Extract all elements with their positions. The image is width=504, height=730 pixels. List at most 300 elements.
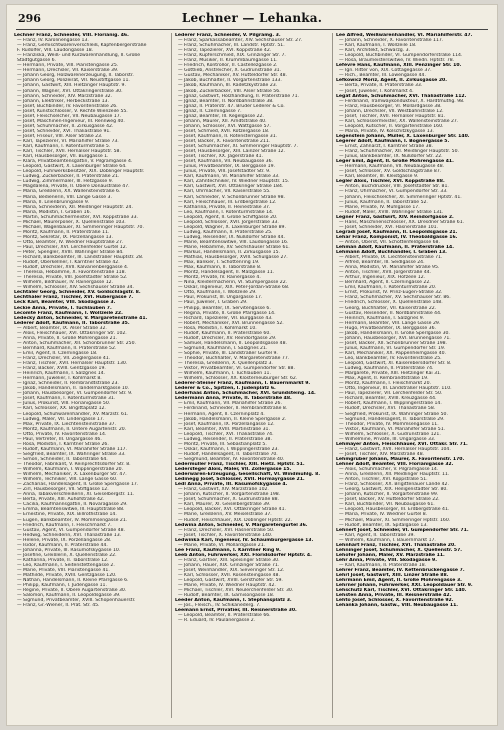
directory-entry: — Ignaz, Schneider, II. Rembrandtstraße 23. xyxy=(17,381,119,387)
directory-entry: — Regine, Private, II. Obere Augartenstraße 30. xyxy=(17,588,127,594)
directory-columns xyxy=(14,33,490,718)
directory-entry: Lehmann Adolf, Buchhändler, I. Graben 13. xyxy=(336,250,447,256)
directory-entry: — Michael, Tischler, XVI. Neulerchenfelder Str. 30. xyxy=(178,588,294,594)
directory-entry: — Karl, Beamter, XVIII. Martinstraße 31. xyxy=(178,426,270,432)
directory-entry: — Josef, Kaufmann, IX. Porzellangasse 12. xyxy=(178,421,275,427)
directory-entry: Ledermüller Franz, Tischler, XIII. Hietz. Hptstr. 51. xyxy=(175,461,305,467)
directory-entry: — Johann, Wagner, XVI. Ottakringerstraße 30. xyxy=(17,88,123,94)
directory-entry: — Siegmund, Beamter, IV. Favoritenstraße 40. xyxy=(178,456,285,462)
directory-entry: Legerer Adolf, Kaufmann, I. Bognergasse 5. xyxy=(336,138,450,144)
directory-entry: — Moritz, Handelsagent, II. Malzgasse 11. xyxy=(178,270,275,276)
directory-entry: Lehsten Anna, Private, III. Reisnerstraße 42. xyxy=(336,593,452,599)
directory-entry: Lehman Adolf, Kaufmann, II. Praterstraße 14. xyxy=(336,244,454,250)
directory-entry: — Ludwig, Maler, VII. Lindengasse 17. xyxy=(17,416,105,422)
directory-entry: — Johanna, Private, III. Rasumofskygasse 10. xyxy=(17,547,121,553)
directory-entry: — Emil, Agent, II. Czerningasse 18. xyxy=(17,350,98,356)
directory-entry: — Hermann, Agent, II. Czerninplatz 4. xyxy=(178,411,265,417)
directory-entry: — Johann, Schneider, X. Favoritenstraße 117. xyxy=(339,38,444,44)
directory-entry: — Richard, Beamter, XVIII. Kreuzgasse 44. xyxy=(339,396,437,402)
directory-entry: — Julius, Bankbeamter, IX. Nußdorfer Str. 22. xyxy=(339,154,443,160)
directory-entry: Legenstein Johann, Müller, X. Laxenburger Str. 140. xyxy=(336,133,470,139)
directory-entry: Lechthaler Franz, Tischler, XVI. Hubergasse 7. xyxy=(14,295,134,301)
directory-entry: — Bernhard, Agent, II. Czerningasse 22. xyxy=(339,280,431,286)
directory-entry: — Leopold, Beamter, II. Praterstraße 66. xyxy=(178,613,271,619)
directory-entry: — Leopold, Buchbinder, VI. Gumpendorferstraße 114. xyxy=(339,53,463,59)
directory-entry: — Rudolf, Fleischhauer, XIX. Döblinger Hptstr. 22. xyxy=(178,517,293,523)
directory-entry: — Viktor, Privatbeamter, VI. Gumpendorfer Str. 88. xyxy=(178,366,295,372)
directory-entry: — Josef, Schuhmacher, II. Zirkusgasse 42. xyxy=(17,123,114,129)
directory-entry: — Johann, Gastwirt, XIII. Hietzinger Hauptstr. 9. xyxy=(17,83,126,89)
directory-entry: — Oskar, Ingenieur, XIX. Peter-Jordan-Straße 68. xyxy=(178,285,290,291)
directory-entry: — Johann, Hauer, XIX. Grinzinger Straße 71. xyxy=(178,562,280,568)
directory-entry: Legler Alois, Tischler, XVI. Koppstraße 88. xyxy=(336,179,445,185)
directory-entry: — Karl, Buchbinder, VII. Neubaugasse 61. xyxy=(339,502,435,508)
directory-entry: — Ludwig, Zuckerbäcker, II. Praterstraße 21. xyxy=(17,174,120,180)
directory-entry: — Regina, Private, II. Große Pfarrgasse 14. xyxy=(178,310,276,316)
directory-entry: Stadtgutgasse 6. xyxy=(17,58,57,64)
directory-entry: — Johann, Kutscher, II. Vorgartenstraße 198. xyxy=(178,492,281,498)
directory-entry: — Josef, Tischler, X. Favoritenstraße 140. xyxy=(178,532,273,538)
directory-entry: — Hugo, Privatbeamter, IX. Berggasse 36. xyxy=(339,325,436,331)
directory-entry: — Anton, Schuhmacher, XII. Schönbrunner Str. 250. xyxy=(17,340,136,346)
directory-entry: — Johann, Drechsler, VII. Westbahnstraße 12. xyxy=(339,108,444,114)
directory-entry: — Leopold, Schlosser, XVII. Jörgerstraße 33. xyxy=(178,219,279,225)
directory-entry: — Leopold, Kutscher, II. Vorgartenstraße 160. xyxy=(339,123,444,129)
directory-entry: — Gottlieb, Anstreicher, X. Gudrunstraße 31. xyxy=(178,68,282,74)
directory-entry: Legner Franz, Gastwirt, XIV. Reindorfgasse 2. xyxy=(336,214,454,220)
directory-page xyxy=(6,4,498,726)
directory-entry: — Josef, Bäcker, X. Favoritenstraße 211. xyxy=(178,138,271,144)
directory-entry: — Ferdinand, Schneider, II. Rembrandtstraße 8. xyxy=(178,406,288,412)
directory-entry: — Franz, Gärtner, XIII. Speisinger Straße 30. xyxy=(178,557,280,563)
directory-entry: — Karl, Hausbesorger, VII. Burggasse 1. xyxy=(17,154,109,160)
directory-entry: — Johann Georg, Polizeirat, VII. Neustiftgasse 11. xyxy=(17,78,130,84)
directory-entry: Ledwinka Karl, Ingenieur, IV. Schaumburgergasse 13. xyxy=(175,537,314,543)
directory-entry: — Philipp, Kaufmann, I. Judengasse 11. xyxy=(17,583,107,589)
directory-entry: Lee Franz, Kaufmann, I. Kärntner Ring 9. xyxy=(175,547,281,553)
directory-entry: — Theresia, Hebamme, X. Favoritenstraße 118. xyxy=(17,270,126,276)
directory-entry: — Johann, Fleischselcher, XI. Simmeringer Hptstr. 41. xyxy=(339,194,462,200)
running-head-title: Lechner — Lehanka. xyxy=(181,11,323,25)
directory-entry: Lederer & Co., Spitzen, I. Judenplatz 6. xyxy=(175,386,276,392)
directory-entry: — Georg, Gastwirt, XIX. Heiligenstädter Str. 80. xyxy=(339,487,448,493)
directory-entry: — Karl, Tischler, XVII. Hernalser Hauptstr. 58. xyxy=(17,149,121,155)
directory-entry: — Wilhelm, Bildhauer, IV. Rainergasse 12. xyxy=(17,280,114,286)
directory-entry: — Samuel, Handelsmann, II. Leopoldsgasse 48. xyxy=(178,340,287,346)
directory-entry: — Josef, Maschinen-Ingenieur, III. Rennweg 40. xyxy=(17,118,125,124)
directory-entry: Lehmgruber Johann, Maurer, X. Favoritenstr. 170. xyxy=(336,456,465,462)
directory-entry: — Martin, Schuhmachermeister, XVI. Koppstraße 33. xyxy=(17,214,138,220)
directory-entry: — Josef, Hausbesorger, XIII. Lainzer Straße 12. xyxy=(178,149,286,155)
directory-entry: — Salomon, Kaufmann, II. Leopoldsgasse 39. xyxy=(17,593,121,599)
directory-entry: — Rudolf, Kaufmann, II. Praterstraße 60. xyxy=(178,330,271,336)
directory-entry: — Anton, Oberst, VII. Schottenfeldgasse 68. xyxy=(339,239,440,245)
directory-entry: — Sigmund, Kaufmann, I. Salzgries 21. xyxy=(178,345,268,351)
directory-entry: Lehanka Johann, Gastw., VIII. Neubaugasse 11. xyxy=(336,603,459,609)
directory-entry: — Cäcilia, Kaufmannsgattin, II. Novaragasse 29. xyxy=(17,502,128,508)
directory-entry: Lecomte Franz, Kaufmann, I. Wollzeile 22. xyxy=(14,310,123,316)
directory-entry: — Johann, Schneider, XIV. Märzstraße 32. xyxy=(17,93,113,99)
directory-entry: — Johann Georg, Holzwarenerzeugung, II. Taborstr. xyxy=(17,73,134,79)
directory-entry: — Ign. Ritter von, XIX. Cottagegasse 37. xyxy=(339,68,432,74)
directory-entry: — Anna, Tabakverschleißerin, XI. Geiselbergstr. 11. xyxy=(17,492,135,498)
directory-entry: — Max, Kaufmann, II. Taborstraße 8. xyxy=(178,265,262,271)
directory-entry: — Paul, Vertreter, III. Ungargasse 46. xyxy=(17,436,102,442)
directory-entry: — Markus, Handelsmann, II. Zirkusgasse 15. xyxy=(178,250,280,256)
directory-entry: — Hermann, Drechsler, VII. Kaiserstraße 39. xyxy=(17,68,119,74)
directory-entry: — Maria, Bedienerin, VIII. Lange Gasse 3. xyxy=(17,194,112,200)
directory-entry: Lederwaren-Erzeugung, Gesellschaft, VI. Windmühlg. 8. xyxy=(175,472,321,478)
directory-entry: — Siegfried, Beamter, IX. Währinger Straße 33. xyxy=(17,451,126,457)
directory-entry: — Franz, Bäcker, XVIII. Gentzgasse 19. xyxy=(17,366,106,372)
directory-entry: — Karl, Kaufmann, I. Wollzeile 18. xyxy=(339,43,417,49)
directory-entry: — Jgnaz, Beamter, III. Kegelgasse 22. xyxy=(178,113,264,119)
directory-entry: Leger Emil, Agent, II. Große Mohrengasse 41. xyxy=(336,159,454,165)
directory-entry: — Gustav, Mechaniker, XV. Hütteldorfer Str. 48. xyxy=(178,73,288,79)
directory-entry: — Ludwig, Kaufmann, II. Praterstraße 74. xyxy=(339,366,434,372)
directory-entry: — Jakob, Handelsmann, II. Tandelmarktgasse 10. xyxy=(17,386,130,392)
directory-entry: — Franz, Schuhmacher, XII. Meidlinger Hauptstr. 50. xyxy=(339,149,459,155)
directory-entry: Leeder Anton, Kaufmann, I. Stephansplatz 3. xyxy=(175,598,292,604)
directory-entry: Lederhaas Anton, Schuhmacher, XVI. Grundsteing. 14. xyxy=(175,391,316,397)
directory-entry: — Leo, Kaufmann, I. Rotenturmstraße 14. xyxy=(178,209,274,215)
directory-entry: Ledinegg Josef, Schlosser, XVII. Hormayrgasse 21. xyxy=(175,477,305,483)
directory-entry: Lehrmann Emil, Agent, II. Große Mohrengasse 3. xyxy=(336,578,462,584)
directory-entry: — Rudolf, Handelsagent, II. Taborstraße 70. xyxy=(178,451,278,457)
page-number: 296 xyxy=(18,12,41,25)
directory-entry: — Jakob, Handelsmann, II. Große Sperlgasse 30. xyxy=(339,330,450,336)
directory-entry: — Jgnaz, Beamter, II. Nordbahnstraße 38. xyxy=(178,98,274,104)
directory-entry: — Hedwig, Schneiderin, XVI. Thaliastraße 13. xyxy=(17,532,122,538)
directory-entry: Lehr Anna, Private, VIII. Skodagasse 9. xyxy=(336,557,437,563)
directory-entry: — Theodor, Private, IV. Mommsengasse 11. xyxy=(339,421,439,427)
directory-entry: — Rudolf, Drechsler, XV. Reindorfgasse 29. xyxy=(178,335,277,341)
directory-entry: — Josef, Schmied, XVII. Rötzergasse 18. xyxy=(178,128,270,134)
directory-entry: — Friedrich, Kontrollor, II. Castellezgasse 2. xyxy=(178,63,278,69)
directory-entry: — Karl, Kaufmann, II. Praterstraße 18. xyxy=(339,562,427,568)
directory-entry: — Franz, Gemischtwarenverschleiß, Kapfenbergerstraße xyxy=(17,43,147,49)
directory-entry: — Karl, Beamter, III. Kleistgasse 9. xyxy=(339,174,419,180)
directory-entry: — Franz, Gastwirt, XVII. Hernalser Hauptstr. 104. xyxy=(339,446,451,452)
directory-entry: — Franziska, Weiß- und Kurzwarenhandlung, II. Große xyxy=(17,53,141,59)
directory-entry: — Jgnaz, II. Praterstr. 47. Brüder Lederer & Co. xyxy=(178,103,285,109)
directory-entry: — Johann, Elektriker, Herbeckstraße 13. xyxy=(17,98,109,104)
directory-entry: — Josefine, Greißlerin, X. Quellenstraße 22. xyxy=(17,552,117,558)
directory-entry: — Josef, Kaufmann, VII. Neubaugasse 36. xyxy=(178,159,273,165)
directory-entry: — Katharina, Private, II. Heinestraße 37. xyxy=(178,204,271,210)
directory-entry: — Moritz, Kaufmann, II. Untere Augartenstr. 20. xyxy=(17,426,127,432)
directory-entry: — Franz, IV. Karolinengasse 13. xyxy=(17,38,89,44)
directory-entry: — Hans, Maschinenschlosser, XX. Dresdner Straße 61. xyxy=(339,219,465,225)
directory-entry: — Josef, Kunstschlosser, V. Rechte Wienzeile 55. xyxy=(17,108,128,114)
directory-entry: — Josef, Weinhändler, XIX. Sieveringer Str. 12. xyxy=(178,567,285,573)
directory-entry: — Moritz, Private, IV. Rainergasse 4. xyxy=(178,275,261,281)
directory-entry: — Jakob, Handelsmann, II. Kleine Sperlgasse 2. xyxy=(178,416,287,422)
directory-entry: — Paul, Prokurist, III. Ungargasse 17. xyxy=(178,295,263,301)
directory-entry: — Sophie, Private, III. Landstraßer Gürtel 9. xyxy=(178,350,278,356)
directory-entry: — Leopold, Fuhrwerksbesitzer, XIX. Döblinger Hauptstr. xyxy=(17,169,145,175)
directory-entry: — Moritz, Private, III. Sebastianplatz 5. xyxy=(178,441,267,447)
directory-entry: — Mathilde, Private, XVIII. Gentzgasse 120. xyxy=(17,573,117,579)
directory-entry: — Emma, Beamtenswitwe, III. Hauptstraße 88. xyxy=(17,507,125,513)
directory-entry: — Sigmund, Handelsagent, II. Taborstraße 29. xyxy=(339,416,445,422)
directory-entry: — Theresia, Private, VIII. Josefstädter Straße 52. xyxy=(17,275,128,281)
directory-entry: — Alfred, Beamter, III. Seidlgasse 24. xyxy=(339,260,425,266)
directory-entry: — Ferdinand, Tramwaykondukteur, X. Hardtmuthg. 98. xyxy=(339,98,465,104)
directory-entry: — Bernhard, Kaufmann, II. Praterstraße 52. xyxy=(17,345,117,351)
directory-entry: — Paul, Drechsler, XVI. Lerchenfelder Gürtel 12. xyxy=(17,244,128,250)
directory-entry: — Josef, Kaufmann, I. Rotenturmstraße 31. xyxy=(17,396,116,402)
directory-entry: — Ludwig, Kaufmann, II. Praterstraße 25. xyxy=(178,229,273,235)
directory-entry: — Moritz, Sekretär, IX. Porzellangasse 13. xyxy=(17,234,113,240)
directory-entry: — Ernst, Prokurist, IV. Prinz-Eugen-Straße 32. xyxy=(339,290,443,296)
directory-entry: — Nathan, Handelsmann, II. Kleine Pfarrgasse 6. xyxy=(17,578,129,584)
directory-entry: — Leopold, Hausbesorger, III. Erdbergstraße 41. xyxy=(339,507,450,513)
directory-entry: — Katharina, Private, II. Taborstraße 12. xyxy=(17,557,109,563)
directory-entry: — Ernst, Zahnarzt, I. Kärntner Straße 38. xyxy=(339,144,433,150)
directory-entry: — Hermann, Juwelier, I. Kohlmarkt 8. xyxy=(17,376,102,382)
directory-entry: — Theresia, Greißlerin, X. Quellenplatz 3. xyxy=(178,361,273,367)
directory-entry: — Zacharias, Handelsagent, II. Große Sperlgasse 17. xyxy=(17,482,139,488)
directory-entry: — Anton, Buchdrucker, VIII. Josefstädter Str. 81. xyxy=(339,184,449,190)
directory-entry: — Oskar, Kaufmann, I. Wipplingerstraße 23. xyxy=(178,446,279,452)
directory-entry: — Arthur, Ingenieur, XIX. Hofzeile 12. xyxy=(339,275,426,281)
directory-entry: — Sigmund, Privatbeamter, XVIII. Schopenhauerstr. xyxy=(17,598,136,604)
directory-entry: — Moritz, Kaufmann, II. Praterstraße 11. xyxy=(17,229,110,235)
directory-entry: — Karl, Architekt, Schwarzg. 3. xyxy=(339,48,410,54)
directory-entry: — Maria, II. Lilienbrunngasse 9. xyxy=(17,199,90,205)
directory-entry: — Franz, Tapezierer, XVI. Koppstraße 42. xyxy=(178,48,272,54)
directory-entry: — Karl, Zahntechniker, IV. Wiedner Hauptstr. 15. xyxy=(178,179,290,185)
directory-entry: — Leopold, Gastwirt, XVIII. Gersthofer Str. 59. xyxy=(178,578,283,584)
directory-entry: — Theodor, Fabrikant, V. Reinprechtsdorfer Str. 8. xyxy=(17,461,131,467)
directory-entry: — Josef, Friseur, VIII. Alser Straße 23. xyxy=(17,133,103,139)
directory-entry: — Leo, Kaufmann, I. Seitenstettengasse 2. xyxy=(17,562,115,568)
directory-entry: — Anton, Tischler, XVII. Jörgerstraße 44. xyxy=(339,270,432,276)
directory-entry: — Alois, Schuhmacher, V. Pilgramgasse 14. xyxy=(339,467,439,473)
directory-entry: — Berta, Private, XIII. Auhofstraße 42. xyxy=(17,497,105,503)
directory-entry: — Franz, Gastwirt, XIV. Märzstraße 102. xyxy=(178,487,269,493)
directory-entry: — Julius, Private, VIII. Josefstädter Str. 9. xyxy=(178,169,271,175)
directory-entry: Lechtaler Georg, Schneider, XV. Goldschlagstr. 8. xyxy=(14,290,141,296)
directory-entry: — Wilhelm, Kaufmann, I. Tuchlauben 11. xyxy=(178,371,271,377)
directory-entry: — Franz, Tischler, XVII. Hernalser Hauptstr. 130. xyxy=(17,361,128,367)
directory-entry: Ledwina Anton, Schneider, V. Margaretengürtel 36. xyxy=(175,522,308,528)
directory-entry: — Maria, Modistin, I. Graben 16. xyxy=(17,209,91,215)
header-rule xyxy=(16,29,488,30)
directory-entry: Lee Alfred, Weißwarenhändler, VI. Mariahilferstr. 47. xyxy=(336,33,473,38)
directory-entry: Lehschütz Karl, Tischler, XVI. Ottakringer Str. 140. xyxy=(336,588,467,594)
directory-entry: — Karl, Tapezierer, VI. Mariahilfer Straße 73. xyxy=(17,138,119,144)
directory-entry: — Karl, Schneider, V. Schönbrunner Straße 98. xyxy=(178,194,285,200)
directory-entry: — Richard, Bankbeamter, III. Landstraßer Hauptstr. 28. xyxy=(17,255,144,261)
directory-entry: — Paul, Tapezierer, VII. Lerchenfelder Str. 50. xyxy=(339,391,443,397)
directory-entry: — Theodor, Buchhalter, V. Margaretenstraße 77. xyxy=(178,356,290,361)
directory-entry: Lederer Adolf, Kaufmann, II. Taborstraße 35. xyxy=(14,320,130,326)
directory-entry: — Franz, Drechsler, VII. Zieglergasse 41. xyxy=(17,356,111,361)
directory-entry: — Paul, Juwelier, I. Graben 29. xyxy=(178,300,248,306)
directory-entry: — Isidor, Kaufmann, II. Praterstraße 44. xyxy=(17,542,108,548)
directory-entry: Legradi Josef, Kaufmann, II. Leopoldsgasse 21. xyxy=(336,229,458,235)
directory-entry: — Josef, Kaufmann, II. Rotensterngasse 31. xyxy=(178,133,278,139)
directory-entry: Ledermann Anna, Private, II. Taborstraße 48. xyxy=(175,396,292,402)
directory-entry: — Franz, Drechsler, XVI. Hasnerstraße 50. xyxy=(178,527,275,533)
directory-entry: — Hermann, Private, VIII. Piaristengasse 25. xyxy=(17,63,119,69)
directory-entry: — Otto, Ingenieur, III. Landstraßer Hauptstr. 110. xyxy=(339,386,452,392)
directory-entry: — Otto, Beamter, IV. Wiedner Hauptstraße 27. xyxy=(17,239,124,245)
directory-entry: — R. Eduard, IV. Paulanergasse 2. xyxy=(178,618,256,624)
directory-entry: — Rudolf, Beamter, IX. Garnisongasse 18. xyxy=(178,593,275,599)
directory-entry: — Marie, Private, IV. Wiedner Hauptstr. 42. xyxy=(178,583,276,589)
directory-entry: — Rosa, Braumeisterswitwe, IV. Wiedn. Hptstr. 78. xyxy=(339,58,455,64)
directory-entry: — Eugen, Bankbeamter, IV. Mommsengasse 21. xyxy=(17,517,128,523)
directory-entry: — Zirl, Hausbesorger, VII. Stiftgasse 12. xyxy=(17,487,109,493)
directory-entry: — Karl, Uhrmacher, VII. Kaiserstraße 55. xyxy=(178,189,271,195)
directory-entry: — Josef, Bäcker, XV. Hütteldorfer Straße 22. xyxy=(339,497,440,503)
directory-entry: — Ludwig, Reisender, II. Praterstraße 38. xyxy=(178,436,272,442)
directory-entry: Ledersteger Alois, Maler, VII. Zollergasse 15. xyxy=(175,467,292,473)
directory-entry: Ledl Anna, Private, III. Rasumofskygasse 4. xyxy=(175,482,288,488)
directory-entry: — Leopold, Bäcker, XVI. Ottakringer Straße 41. xyxy=(178,507,286,513)
directory-entry: — Josef, Tischler, XVII. Hernalser Hauptstr. 81. xyxy=(339,113,446,119)
directory-entry: — Johann, Schlosser, XVI. Wattgasse 57. xyxy=(178,123,271,129)
directory-entry: — Josef, Fleischselcher, VII. Neubaugasse 17. xyxy=(17,113,122,119)
directory-entry: — Max, Agent, II. Rembrandtstraße 19. xyxy=(339,376,429,382)
directory-entry: — Heinrich, Kaufmann, I. Salzgries 14. xyxy=(17,371,106,377)
directory-entry: — Rudolf, Oberkellner, I. Kärntner Straße 42. xyxy=(17,260,120,266)
directory-entry: — Max, Private, IX. Liechtensteinstraße 37. xyxy=(17,421,117,427)
directory-entry: — Franz, Kupferschmied, XIX. Grinzinger Str. 7. xyxy=(178,53,286,59)
directory-entry: — Josef, Bäcker, XII. Schönbrunner Straße 198. xyxy=(339,340,447,346)
directory-entry: — Alois, Fleischhauer, XVI. Ottakringer Str. 102. xyxy=(17,330,127,336)
directory-entry: — Albert, Private, IX. Liechtensteinstraße 71. xyxy=(339,255,443,261)
directory-entry: — Rudolf, Maler, XVIII. Währinger Straße 131. xyxy=(339,209,444,215)
directory-entry: Lehar Franz, Komponist, IV. Theobaldgasse 16. xyxy=(336,234,458,240)
directory-entry: — Josef, Tischler, XIV. Märzstraße 48. xyxy=(339,451,425,457)
directory-entry: — Karl, Fleischhauer, III. Erdbergstraße 12. xyxy=(178,199,277,205)
directory-entry: — Emil, Kaufmann, I. Rotenturmstraße 20. xyxy=(339,285,437,291)
directory-entry: — Julius, Kaufmann, VI. Gumpendorfer Str. 19. xyxy=(339,345,446,351)
directory-entry: — Friedrich, Schlosser, X. Quellenstraße 148. xyxy=(339,300,443,306)
directory-entry: Lederer Franz, Schneider, V. Pilgramg. 3. xyxy=(175,33,281,38)
directory-entry: — Philipp, Beamter, IX. Servitengasse 6. xyxy=(178,305,271,311)
directory-entry: — Robert, Mechaniker, XVI. Brunnengasse 52. xyxy=(178,320,284,326)
directory-entry: — Wilhelm, Schlosser, X. Gudrunstraße 121. xyxy=(339,431,441,437)
directory-entry: — Josef, Buchbinder, IV. Favoritenstraße 26. xyxy=(17,103,118,109)
directory-entry: — Johann, Hausbesorger, XVI. Brunnengasse 71. xyxy=(339,335,451,341)
directory-entry: Leck Karl, Beamter, VIII. Skodagasse 3. xyxy=(14,300,116,306)
directory-entry: — Richard, Tapezierer, VII. Burggasse 43. xyxy=(178,315,273,321)
directory-entry: — Magdalena, Private, II. Obere Donaustraße 47. xyxy=(17,184,130,190)
directory-entry: — Franz, Gr.-Wiener, II. Prat. Str. 45. xyxy=(17,603,100,609)
directory-entry: — Franz, Musiker, II. Krummbaumgasse 11. xyxy=(178,58,278,64)
directory-entry: — Karl, Kaufmann, I. Rotenturmstraße 5. xyxy=(17,144,111,150)
directory-entry: — Jgnaz, Gastwirt, Holzhandlung, II. Praterstraße 71. xyxy=(178,93,299,99)
directory-entry: — Marie, Greißlerin, XV. Meiselstraße 37. xyxy=(178,512,272,518)
directory-entry: — Michael, Maurer, XI. Simmeringer Hptstr. 160. xyxy=(339,517,451,523)
directory-entry: — Julius, Kaufmann, II. Taborstraße 52. xyxy=(339,199,428,205)
directory-entry: — Rosa, Modistin, I. Kohlmarkt 10. xyxy=(178,325,257,331)
directory-entry: — Josef, Schuhmacher, XI. Simmeringer Hauptstr. 7. xyxy=(178,144,298,150)
directory-entry: — Max, Bankier, I. Schottenring 19. xyxy=(178,260,260,266)
directory-entry: — Georg, Buchhalter, VII. Kaiserstraße 22. xyxy=(339,305,437,311)
directory-entry: — Emil, Kaufmann, VII. Mariahilfer Straße 26. xyxy=(178,401,282,407)
directory-entry: — Siegfried, Prokurist, IX. Währinger Straße 50. xyxy=(339,411,448,417)
directory-entry: — Maria, Greißlerin, XX. Wallensteinstraße 6. xyxy=(17,189,121,195)
directory-entry: — Wilhelm, Schlosser, XIV. Sechshauser Straße 34. xyxy=(17,285,134,291)
directory-entry: — Robert, Kaufmann, I. Wipplingerstraße 14. xyxy=(339,401,442,407)
directory-entry: — Mathias, Hausbesorger, XVIII. Schulgasse 27. xyxy=(178,255,288,261)
directory-entry: — Karl, Mechaniker, XX. Pappenheimgasse 40. xyxy=(339,350,447,356)
directory-entry: — Josef, Tischler, XX. Jägerstraße 41. xyxy=(178,154,264,160)
directory-entry: Lefkowicz Moriz, Agent, II. Zirkusgasse 20. xyxy=(336,78,448,84)
directory-entry: — Karl, Gastwirt, XVI. Ottakringer Straße 184. xyxy=(178,184,284,190)
column-3 xyxy=(332,33,490,718)
directory-entry: — Ernestine, Private, XIX. Billrothstraße 14. xyxy=(17,512,117,518)
directory-entry: — Wilhelm, Mechaniker, X. Laxenburger Str. 47. xyxy=(17,472,127,478)
directory-entry: — Wilhelm, Kaufmann, I. Bauernmarkt 17. xyxy=(339,537,436,543)
directory-entry: — Leopold, Gastwirt, XI. Kaiserebersdorfer Str. 8. xyxy=(339,361,452,367)
directory-entry: — Peter, Spengler, XVIII. Währinger Straße 84. xyxy=(17,250,124,256)
directory-entry: — Gustav, Agent, VI. Gumpendorfer Straße 48. xyxy=(17,527,126,533)
directory-entry: — Leopold, Gastwirt, X. Laxenburger Straße 64. xyxy=(17,164,127,170)
directory-entry: — Rudolf, Drechsler, XVII. Kalvarienberggasse 4. xyxy=(17,265,129,271)
directory-entry: — Anton, Tischler, XVI. Koppstraße 51. xyxy=(339,477,428,483)
directory-entry: — Jakob, Kaufmann, III. Radetzkystraße 23. xyxy=(178,83,278,89)
directory-entry: — Michael, Wagenbauer, XI. Simmeringer Hauptstr. 70. xyxy=(17,224,144,230)
directory-entry: Leeb Anton, Fuhrwerker, XXI. Floridsdorfer Hptstr. 4. xyxy=(175,552,312,558)
directory-entry: Legat Anton, Schuhmacher, XVI. Thaliastraße 112. xyxy=(336,93,467,99)
directory-entry: — Wilhelm, Kaufmann, I. Wipplingerstraße 20. xyxy=(17,467,124,473)
page-header xyxy=(16,12,488,28)
directory-entry: — Marie, Private, VI. Mollardgasse 21. xyxy=(178,542,266,548)
directory-entry: — Leopold, Agent, II. Große Schiffgasse 20. xyxy=(178,214,278,220)
directory-entry: — Julius, Prokurist, VIII. Florianigasse 50. xyxy=(17,401,111,407)
directory-entry: — Wilhelmine, Private, III. Ungargasse 33. xyxy=(339,436,436,442)
directory-entry: — Franz, Uhrmacher, VI. Gumpendorfer Str. 33. xyxy=(339,189,448,195)
column-1 xyxy=(14,33,168,718)
directory-entry: — Karl, Schlosser, XVII. Rosensteingasse 48. xyxy=(178,573,280,579)
directory-entry: — Johann, Kutscher, II. Vorgartenstraße 99. xyxy=(339,492,439,498)
directory-entry: — Maria, Private, IV. Wiedner Gürtel 8. xyxy=(339,512,428,518)
directory-entry: — Anna, Private, II. Große Mohrengasse 21. xyxy=(17,335,117,341)
directory-entry: — Franz, Schlosser, XX. Brigittenauer Lände 42. xyxy=(339,482,449,488)
directory-entry: F. Rudolfer, VIII. Laudongasse 18. xyxy=(17,48,94,54)
directory-entry: — Franz, Sparkassabeamter, XIV. Sechshauser Str. 27. xyxy=(178,38,303,44)
column-2 xyxy=(171,33,329,718)
directory-entry: — Michael, Maurerpolier, X. Quellenstraße 103. xyxy=(17,219,126,225)
directory-entry: — Berta, Private, II. Praterstraße 33. xyxy=(339,83,423,89)
directory-entry: Leckie Anna, Private, I. Tuchlauben 7. xyxy=(14,305,112,311)
directory-entry: — Wilhelm, Techniker, VIII. Lange Gasse 60. xyxy=(17,477,118,483)
directory-entry: — Anna, Greißlerin, XII. Meidlinger Hauptstr. 11. xyxy=(339,472,450,478)
directory-entry: — Marie, Hebamme, XV. Sechshauser Straße 61. xyxy=(178,244,290,250)
directory-entry: Lehninger Josef, Schuhmacher, X. Quellenstr. 57. xyxy=(336,547,463,553)
directory-entry: — Rudolf, Kaufmann, VI. Mariahilfer Straße 117. xyxy=(17,446,128,452)
directory-entry: Lefèvre Hans, Kaufmann, XIII. Penzinger Str. 10. xyxy=(336,63,462,69)
directory-entry: — Josef, Schneider, XVI. Thaliastraße 91. xyxy=(17,128,111,134)
directory-entry: — Otto, Kaufmann, I. Wollzeile 29. xyxy=(178,290,257,296)
directory-entry: — Josef, Schuhmacher, X. Gudrunstraße 88. xyxy=(178,497,280,503)
directory-entry: — Karl, Maurer, XI. Geiselbergstraße 39. xyxy=(178,502,271,508)
directory-entry: — Leopold, Wagner, X. Laxenburger Straße 89. xyxy=(178,224,286,230)
directory-entry: — Franz, Schuhmacher, III. Landstr. Hptstr. 51. xyxy=(178,43,285,49)
directory-entry: — Otto, Private, IV. Favoritenstraße 14. xyxy=(17,431,107,437)
directory-entry: Lehnhart Franz, Tischler, XVI. Thaliastraße 20. xyxy=(336,542,456,548)
directory-entry: — Josef, Juwelier, I. Kohlmarkt 4. xyxy=(339,88,414,94)
directory-entry: — Josef, Schneider, XVI. Hasnerstraße 101. xyxy=(339,224,439,230)
directory-entry: Ledecky Anton, Schneider, V. Margaretenstraße 41. xyxy=(14,315,148,321)
